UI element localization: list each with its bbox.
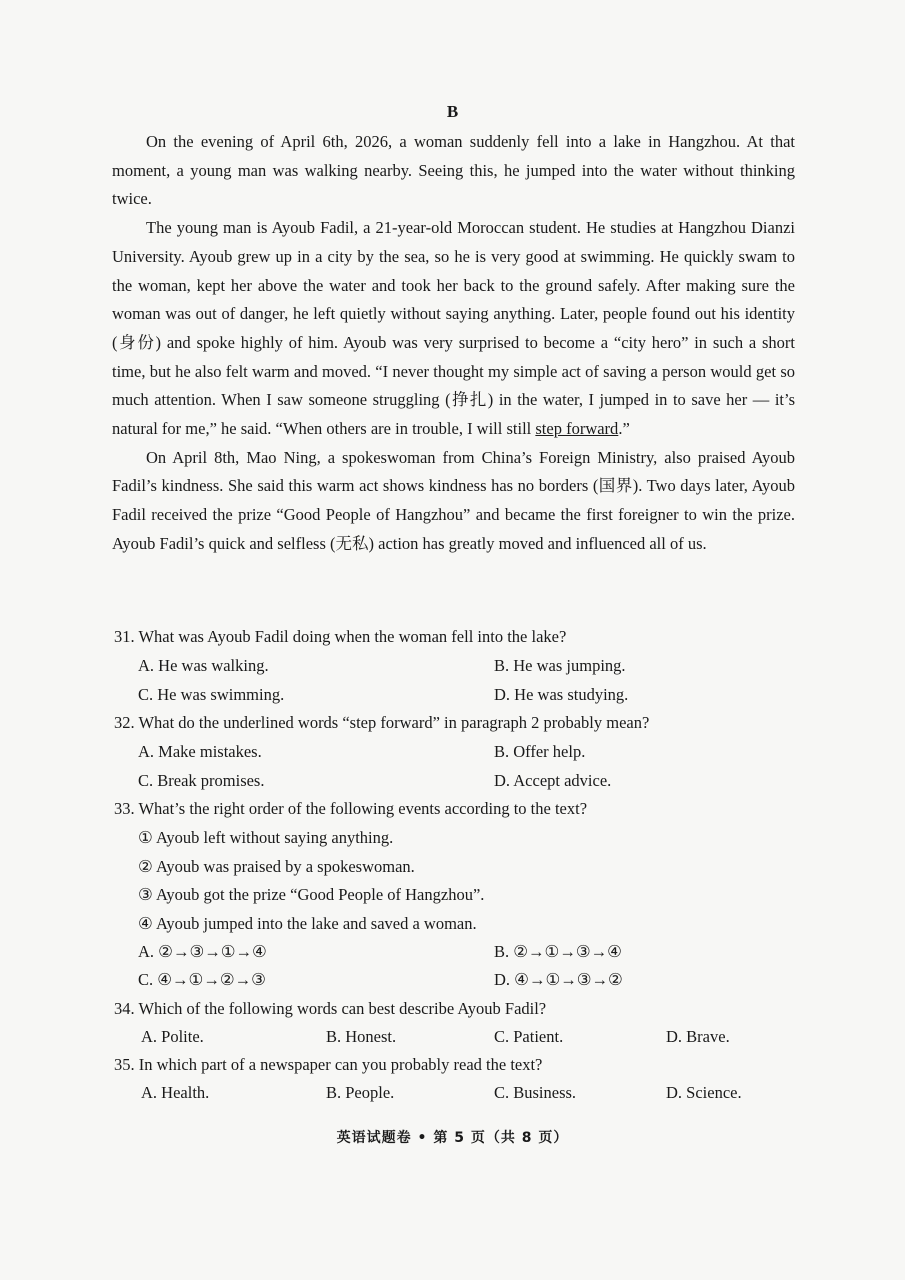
q33-option-c: C. ④→①→②→③	[138, 970, 266, 989]
q34-option-b: B. Honest.	[326, 1027, 397, 1046]
q31-option-b: B. He was jumping.	[494, 656, 626, 675]
q34-option-c: C. Patient.	[494, 1027, 564, 1046]
q31-option-d: D. He was studying.	[494, 685, 629, 704]
question-33-stem: 33. What’s the right order of the following events according to the text?	[114, 799, 588, 818]
q34-option-d: D. Brave.	[666, 1027, 730, 1046]
q35-option-b: B. People.	[326, 1083, 395, 1102]
section-title: B	[446, 102, 459, 121]
q33-option-a: A. ②→③→①→④	[138, 942, 267, 961]
paragraph-2-text: The young man is Ayoub Fadil, a 21-year-old Moroccan student. He studies at Hangzhou Dianzi University. Ayoub grew up in a city by the sea, so he is very good at swimming. He quickly swam to the woman, kept her above the water and took her back to the ground safely. After making sure the woman was out of danger, he left quietly without saying anything. Later, people found out his identity (身份) and spoke highly of him. Ayoub was very surprised to become a “city hero” in such a short time, but he also felt warm and moved. “I never thought my simple act of saving a person would get so much attention. When I saw someone struggling (挣扎) in the water, I jumped in to save her — it’s natural for me,” he said. “When others are in trouble, I will still	[112, 218, 795, 439]
underlined-phrase: step forward	[535, 419, 619, 439]
q32-option-b: B. Offer help.	[494, 742, 586, 761]
paragraph-2	[112, 214, 795, 444]
question-32-stem: 32. What do the underlined words “step forward” in paragraph 2 probably mean?	[114, 713, 650, 732]
q33-event-4: ④ Ayoub jumped into the lake and saved a woman.	[138, 914, 477, 933]
q32-option-c: C. Break promises.	[138, 771, 265, 790]
reading-passage	[112, 128, 795, 559]
paragraph-1: On the evening of April 6th, 2026, a woman suddenly fell into a lake in Hangzhou. At that moment, a young man was walking nearby. Seeing this, he jumped into the water without thinking twice.	[112, 132, 795, 209]
question-31-stem: 31. What was Ayoub Fadil doing when the woman fell into the lake?	[114, 627, 567, 646]
q34-option-a: A. Polite.	[141, 1027, 204, 1046]
q35-option-c: C. Business.	[494, 1083, 577, 1102]
question-35-stem: 35. In which part of a newspaper can you probably read the text?	[114, 1055, 543, 1074]
q31-option-c: C. He was swimming.	[138, 685, 285, 704]
q33-event-2: ② Ayoub was praised by a spokeswoman.	[138, 857, 415, 876]
q35-option-a: A. Health.	[141, 1083, 210, 1102]
paragraph-2-end: .”	[618, 419, 630, 439]
question-34-stem: 34. Which of the following words can best describe Ayoub Fadil?	[114, 999, 547, 1018]
q35-option-d: D. Science.	[666, 1083, 742, 1102]
q33-option-b: B. ②→①→③→④	[494, 942, 622, 961]
q31-option-a: A. He was walking.	[138, 656, 269, 675]
q33-option-d: D. ④→①→③→②	[494, 970, 623, 989]
paragraph-3: On April 8th, Mao Ning, a spokeswoman from China’s Foreign Ministry, also praised Ayoub Fadil’s kindness. She said this warm act shows kindness has no borders (国界). Two days later, Ayoub Fadil received the prize “Good People of Hangzhou” and became the first foreigner to win the prize. Ayoub Fadil’s quick and selfless (无私) action has greatly moved and influenced all of us.	[112, 447, 795, 553]
q33-event-3: ③ Ayoub got the prize “Good People of Hangzhou”.	[138, 885, 485, 904]
q32-option-a: A. Make mistakes.	[138, 742, 262, 761]
page-footer: 英语试题卷 • 第 5 页（共 8 页）	[336, 1130, 569, 1146]
q33-event-1: ① Ayoub left without saying anything.	[138, 828, 394, 847]
q32-option-d: D. Accept advice.	[494, 771, 612, 790]
